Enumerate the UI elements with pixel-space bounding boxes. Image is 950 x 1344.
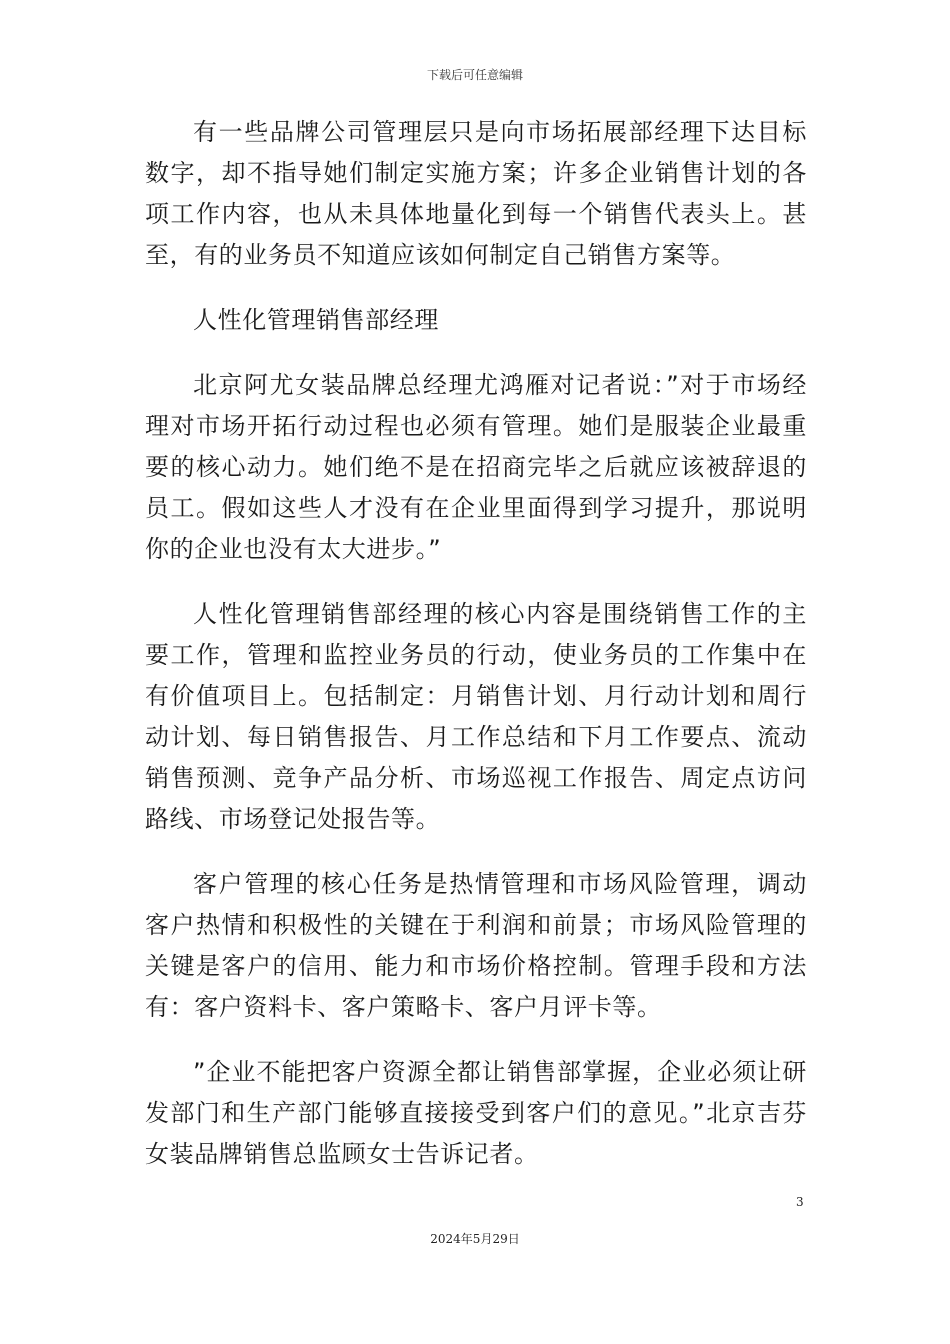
paragraph-3: 人性化管理销售部经理的核心内容是围绕销售工作的主要工作，管理和监控业务员的行动，使业务员的工作集中在有价值项目上。包括制定：月销售计划、月行动计划和周行动计划、每日销售报告、月工作总结和下月工作要点、流动销售预测、竞争产品分析、市场巡视工作报告、周定点访问路线、市场登记处报告等。	[145, 600, 807, 833]
paragraph-5: ”企业不能把客户资源全都让销售部掌握，企业必须让研发部门和生产部门能够直接接受到客户们的意见。”北京吉芬女装品牌销售总监顾女士告诉记者。	[145, 1058, 807, 1168]
paragraph-2: 北京阿尤女装品牌总经理尤鸿雁对记者说：”对于市场经理对市场开拓行动过程也必须有管理。她们是服装企业最重要的核心动力。她们绝不是在招商完毕之后就应该被辞退的员工。假如这些人才没有在企业里面得到学习提升，那说明你的企业也没有太大进步。”	[145, 371, 807, 563]
paragraph-1: 有一些品牌公司管理层只是向市场拓展部经理下达目标数字，却不指导她们制定实施方案；许多企业销售计划的各项工作内容，也从未具体地量化到每一个销售代表头上。甚至，有的业务员不知道应该如何制定自己销售方案等。	[145, 118, 807, 269]
paragraph-4: 客户管理的核心任务是热情管理和市场风险管理，调动客户热情和积极性的关键在于利润和前景；市场风险管理的关键是客户的信用、能力和市场价格控制。管理手段和方法有：客户资料卡、客户策略卡、客户月评卡等。	[145, 870, 807, 1021]
section-heading: 人性化管理销售部经理	[193, 306, 439, 334]
header-note: 下载后可任意编辑	[426, 68, 523, 82]
page-number: 3	[796, 1195, 804, 1209]
document-body	[145, 112, 807, 1199]
footer-date: 2024年5月29日	[430, 1232, 520, 1246]
